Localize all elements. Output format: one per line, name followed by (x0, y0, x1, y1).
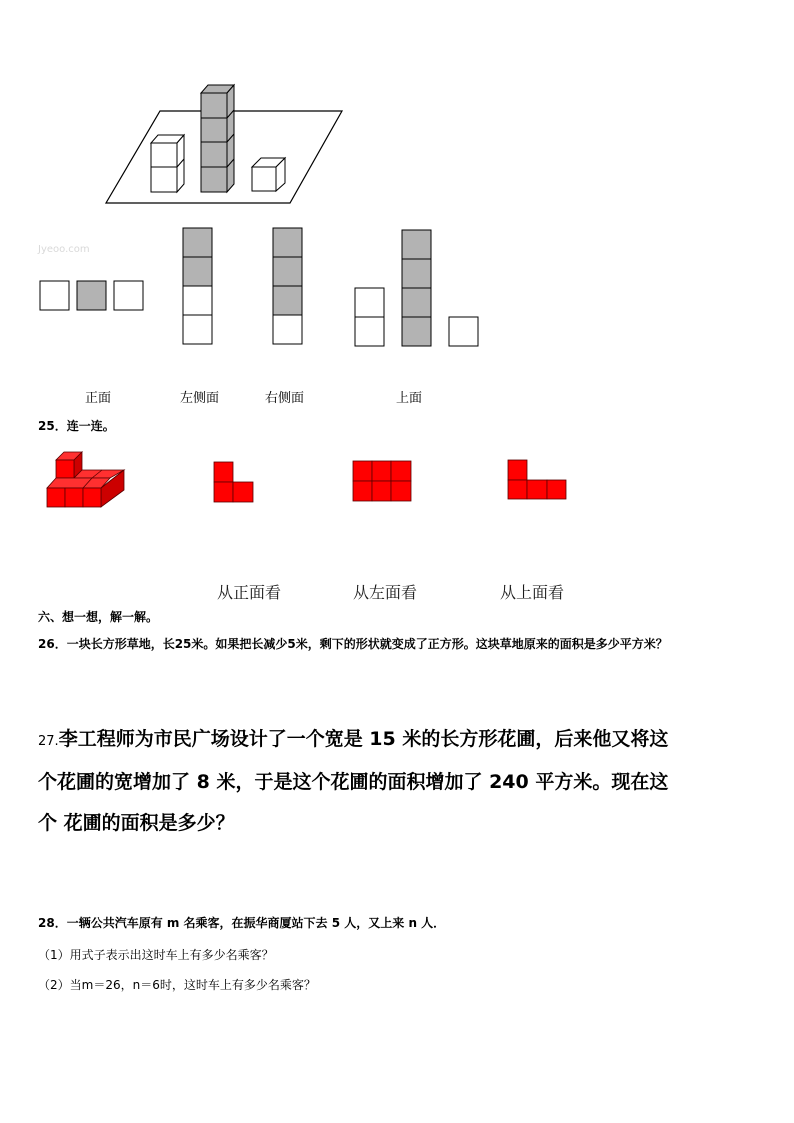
q28-part-1: （1）用式子表示出这时车上有多少名乘客？ (38, 948, 274, 962)
red-l-shape-figure (214, 462, 253, 502)
red-wide-l-figure (508, 460, 566, 499)
red-3d-figure (47, 452, 124, 507)
top-view-drawing (355, 230, 478, 346)
option-front-view: 从正面看 (217, 583, 282, 602)
option-top-view: 从上面看 (500, 583, 565, 602)
right-view-label: 右侧面 (265, 391, 305, 406)
right-side-view-drawing (273, 228, 302, 344)
q25-figures (0, 440, 794, 520)
q28-text: 28．一辆公共汽车原有 m 名乘客，在振华商厦站下去 5 人，又上来 n 人． (38, 916, 446, 930)
top-view-label: 上面 (396, 391, 423, 406)
view-drawings (0, 220, 794, 360)
red-rectangle-figure (353, 461, 411, 501)
left-cube-stack (151, 135, 184, 192)
q27-line-3: 个 花圃的面积是多少？ (38, 812, 235, 834)
left-view-label: 左侧面 (180, 391, 220, 406)
q27-block (38, 719, 768, 844)
q27-line-2: 个花圃的宽增加了 8 米，于是这个花圃的面积增加了 240 平方米。现在这 (38, 771, 669, 793)
option-left-view: 从左面看 (353, 583, 418, 602)
right-cube (252, 158, 285, 191)
cube-stack-figure (0, 0, 794, 220)
q26-text: 26．一块长方形草地，长25米。如果把长减少5米，剩下的形状就变成了正方形。这块草地原来的面积是多少平方米？ (38, 637, 668, 651)
watermark: Jyeoo.com (38, 244, 90, 255)
q25-title: 25．连一连。 (38, 419, 115, 433)
front-view-drawing (40, 281, 143, 310)
section6-title: 六、想一想，解一解。 (38, 610, 159, 624)
q27-number: 27. (38, 734, 59, 749)
q27-line-1 (38, 719, 768, 762)
q28-part-2: （2）当m＝26，n＝6时，这时车上有多少名乘客？ (38, 978, 316, 992)
middle-cube-stack (201, 85, 234, 192)
front-view-label: 正面 (85, 391, 112, 406)
q27-line-1-text: 李工程师为市民广场设计了一个宽是 15 米的长方形花圃，后来他又将这 (58, 728, 669, 750)
left-side-view-drawing (183, 228, 212, 344)
